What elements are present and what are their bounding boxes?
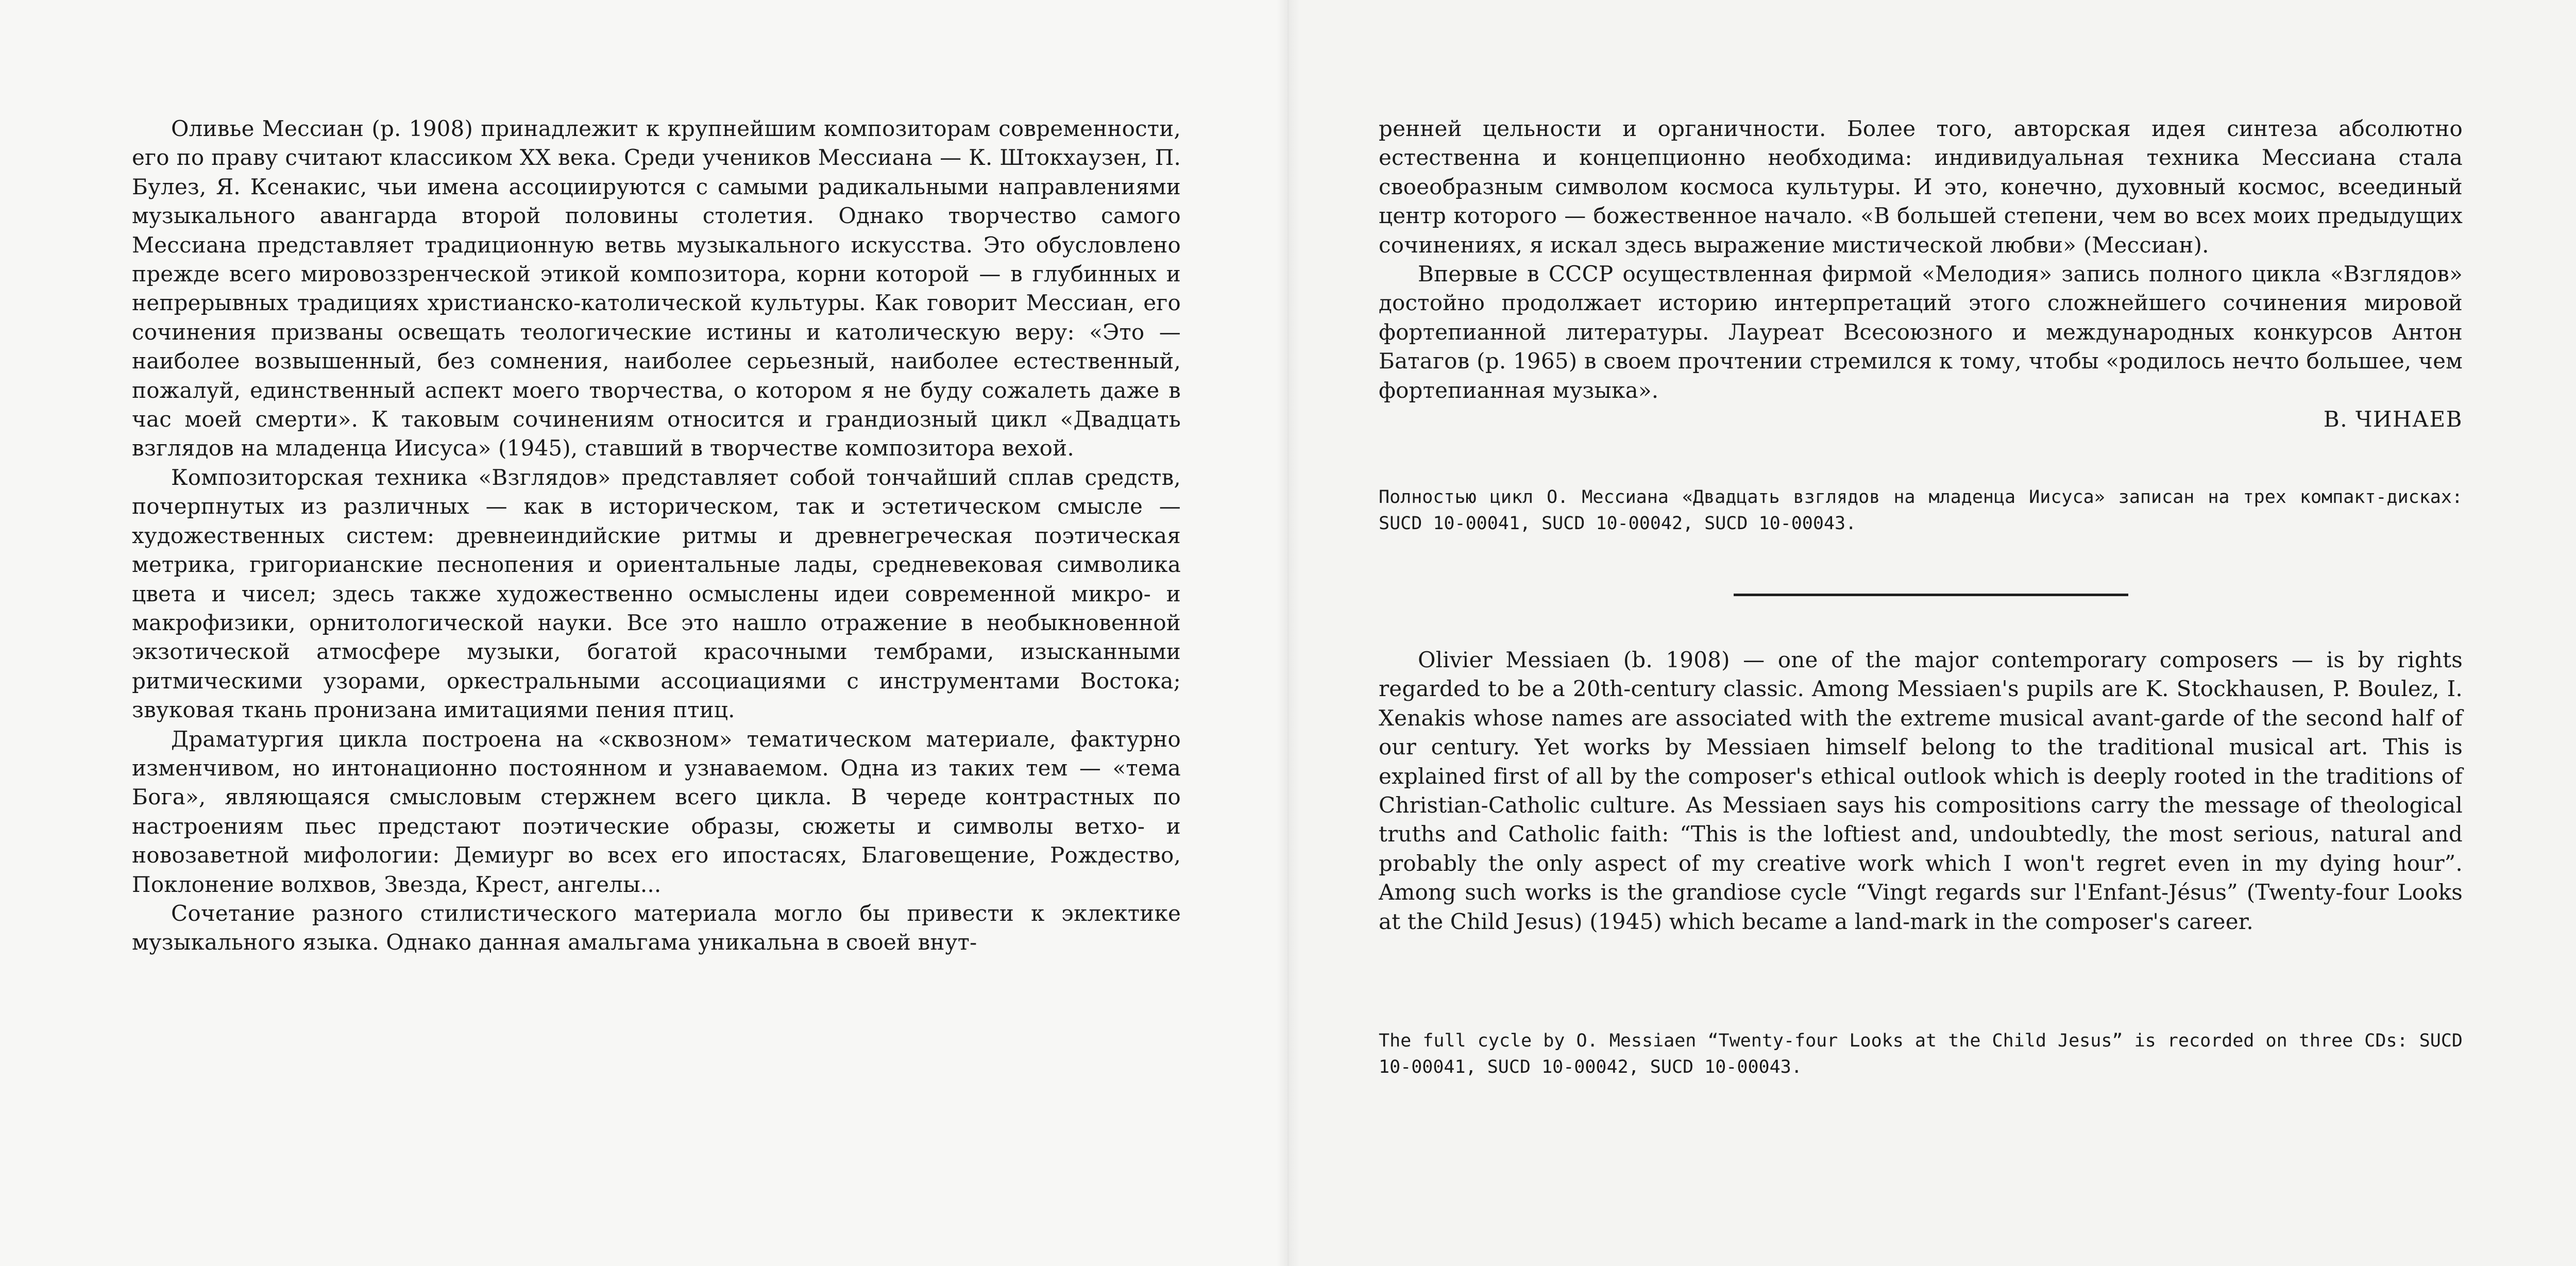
author-signature: В. ЧИНАЕВ <box>2323 407 2463 432</box>
ru-recording-note: Полностью цикл О. Мессиана «Двадцать взглядов на младенца Иисуса» записан на трех компакт-дисках: SUCD 10-00041, SUCD 10-00042, SUCD 10-00043. <box>1379 487 2463 534</box>
en-recording-note: The full cycle by O. Messiaen “Twenty-four Looks at the Child Jesus” is recorded on three CDs: SUCD 10-00041, SUCD 10-00042, SUCD 10-00043. <box>1379 1031 2463 1077</box>
ru-paragraph-3: Драматургия цикла построена на «сквозном» тематическом материале, фактурно изменчивом, но интонационно постоянном и узнаваемом. Одна из таких тем — «тема Бога», являющаяся смысловым стержнем всего цикла. В череде контрастных по настроениям пьес предстают поэтические образы, сюжеты и символы ветхо- и новозаветной мифологии: Демиург во всех его ипостасях, Благовещение, Рождество, Поклонение волхвов, Звезда, Крест, ангелы... <box>132 726 1181 897</box>
ru-paragraph-4: Сочетание разного стилистического материала могло бы привести к эклектике музыкального языка. Однако данная амальгама уникальна в своей внут- <box>132 900 1181 955</box>
english-text-column <box>1379 646 2463 936</box>
page-fold <box>1277 0 1299 1266</box>
en-paragraph: Olivier Messiaen (b. 1908) — one of the major contemporary composers — is by rights regarded to be a 20th-century classic. Among Messiaen's pupils are K. Stockhausen, P. Boulez, I. Xenakis whose names are associated with the extreme musical avant-garde of the second half of our century. Yet works by Messiaen himself belong to the traditional musical art. This is explained first of all by the composer's ethical outlook which is deeply rooted in the traditions of Christian-Catholic culture. As Messiaen says his compositions carry the message of theological truths and Catholic faith: “This is the loftiest and, undoubtedly, the most serious, natural and probably the only aspect of my creative work which I won't regret even in my dying hour”. Among such works is the grandiose cycle “Vingt regards sur l'Enfant-Jésus” (Twenty-four Looks at the Child Jesus) (1945) which became a land-mark in the composer's career. <box>1379 647 2463 934</box>
ru-paragraph-recording: Впервые в СССР осуществленная фирмой «Мелодия» запись полного цикла «Взглядов» достойно продолжает историю интерпретаций этого сложнейшего сочинения мировой фортепианной литературы. Лауреат Всесоюзного и международных конкурсов Антон Батагов (р. 1965) в своем прочтении стремился к тому, чтобы «родилось нечто большее, чем фортепианная музыка». <box>1379 261 2463 403</box>
ru-paragraph-continued: ренней цельности и органичности. Более того, авторская идея синтеза абсолютно естественна и концепционно необходима: индивидуальная техника Мессиана стала своеобразным символом космоса культуры. И это, конечно, духовный космос, всеединый центр которого — божественное начало. «В большей степени, чем во всех моих предыдущих сочинениях, я искал здесь выражение мистической любви» (Мессиан). <box>1379 116 2463 258</box>
section-divider <box>1734 594 2128 596</box>
ru-paragraph-2: Композиторская техника «Взглядов» представляет собой тончайший сплав средств, почерпнутых из различных — как в историческом, так и эстетическом смысле — художественных систем: древнеиндийские ритмы и древнегреческая поэтическая метрика, григорианские песнопения и ориентальные лады, средневековая символика цвета и чисел; здесь также художественно осмыслены идеи современной микро- и макрофизики, орнитологической науки. Все это нашло отражение в необыкновенной экзотической атмосфере музыки, богатой красочными тембрами, изысканными ритмическими узорами, оркестральными ассоциациями с инструментами Востока; звуковая ткань пронизана имитациями пения птиц. <box>132 464 1181 723</box>
russian-text-continuation <box>1379 114 2463 434</box>
russian-text-column <box>132 114 1181 957</box>
ru-paragraph-1: Оливье Мессиан (р. 1908) принадлежит к крупнейшим композиторам современности, его по праву считают классиком XX века. Среди учеников Мессиана — К. Штокхаузен, П. Булез, Я. Ксенакис, чьи имена ассоциируются с самыми радикальными направлениями музыкального авангарда второй половины столетия. Однако творчество самого Мессиана представляет традиционную ветвь музыкального искусства. Это обусловлено прежде всего мировоззренческой этикой композитора, корни которой — в глубинных и непрерывных традициях христианско-католической культуры. Как говорит Мессиан, его сочинения призваны освещать теологические истины и католическую веру: «Это — наиболее возвышенный, без сомнения, наиболее серьезный, наиболее естественный, пожалуй, единственный аспект моего творчества, о котором я не буду сожалеть даже в час моей смерти». К таковым сочинениям относится и грандиозный цикл «Двадцать взглядов на младенца Иисуса» (1945), ставший в творчестве композитора вехой. <box>132 116 1181 461</box>
